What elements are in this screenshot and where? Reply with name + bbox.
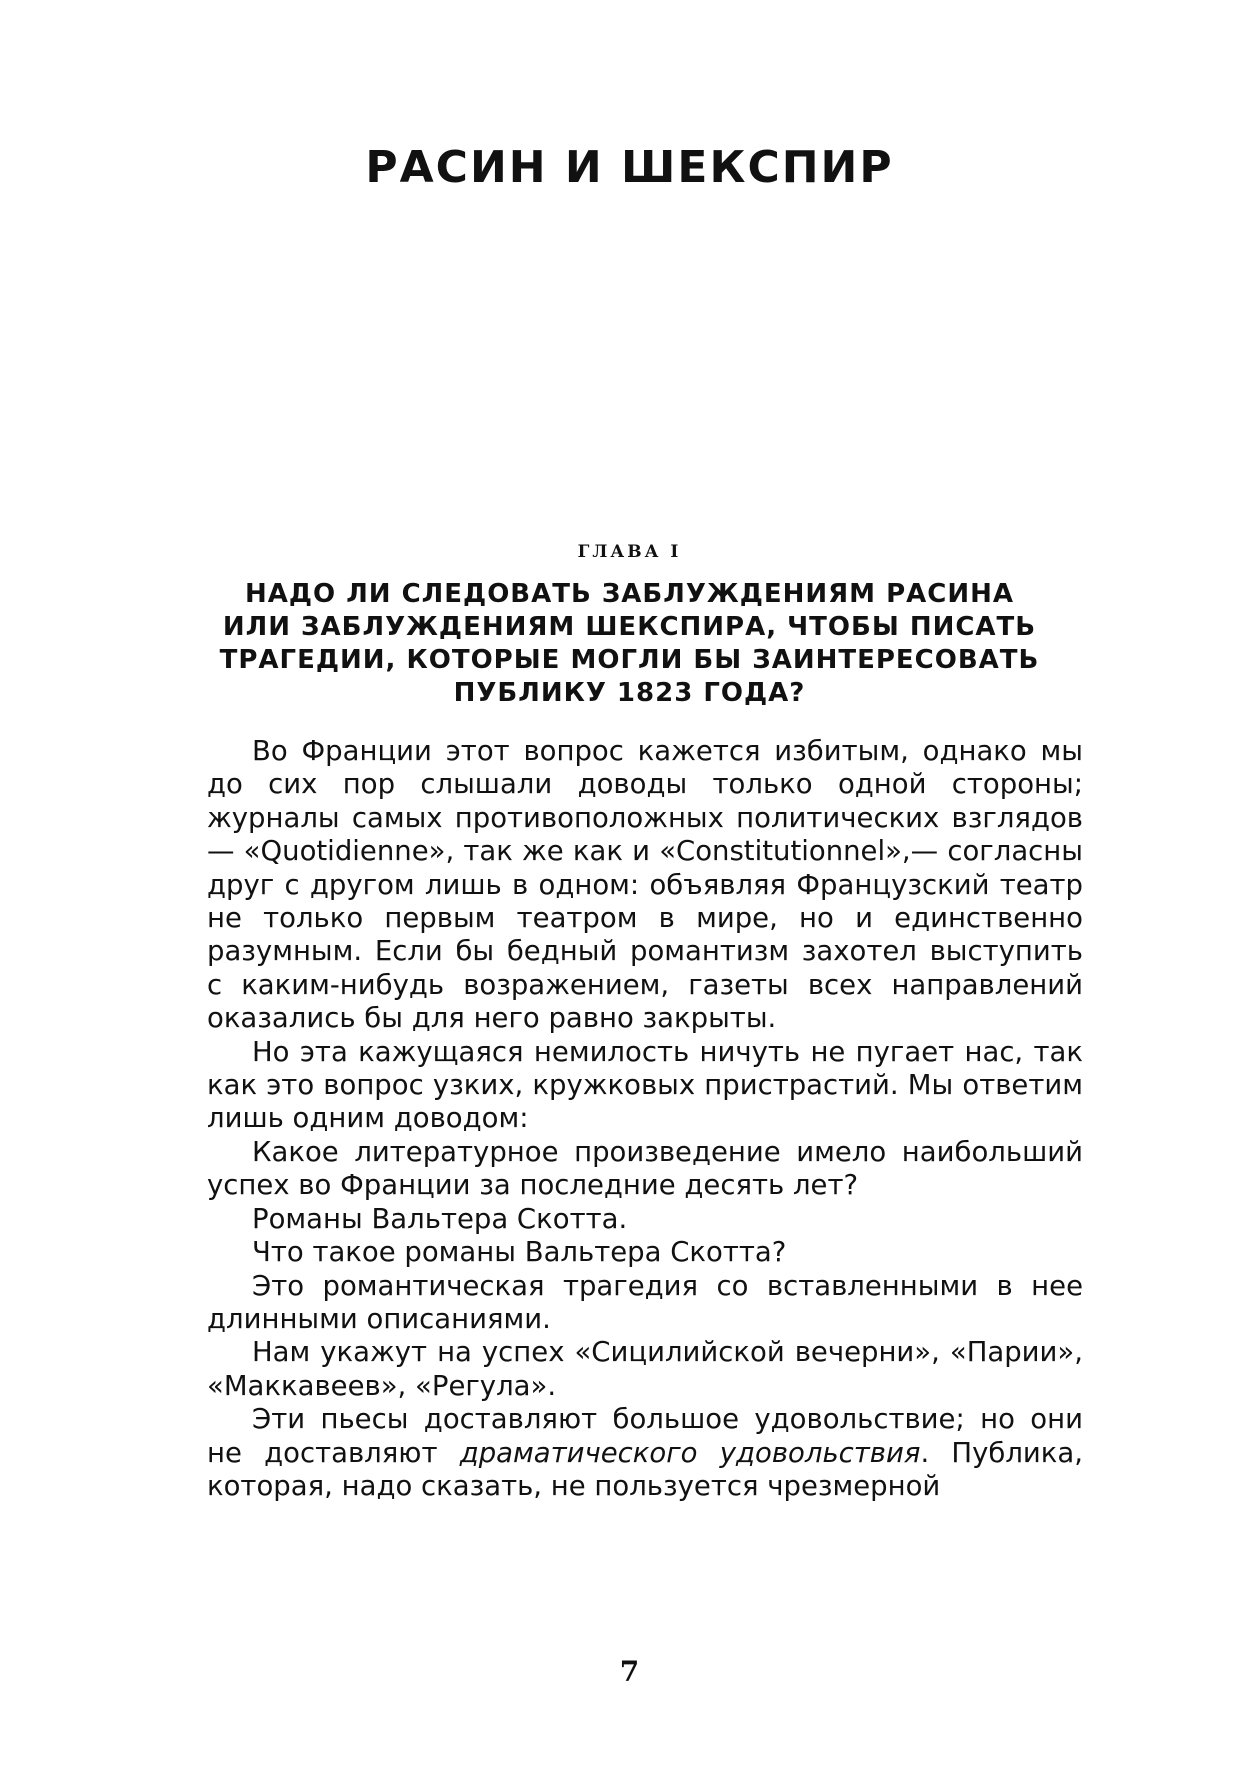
chapter-heading-line: НАДО ЛИ СЛЕДОВАТЬ ЗАБЛУЖДЕНИЯМ РАСИНА (245, 579, 1014, 609)
paragraph: Нам укажут на успех «Сицилийской вечерни», «Парии», «Маккавеев», «Регула». (207, 1336, 1083, 1402)
chapter-label: ГЛАВА I (577, 542, 682, 562)
chapter-heading-line: ПУБЛИКУ 1823 ГОДА? (453, 678, 806, 708)
paragraph-text: Эти пьесы доставляют большое удовольствие; но они не доставляют (207, 1403, 1083, 1469)
chapter-heading-line: ИЛИ ЗАБЛУЖДЕНИЯМ ШЕКСПИРА, ЧТОБЫ ПИСАТЬ (222, 612, 1037, 642)
paragraph-text: . Публика, которая, надо сказать, не пользуется чрезмерной (207, 1436, 1083, 1502)
paragraph: Какое литературное произведение имело наибольший успех во Франции за последние десять лет? (207, 1135, 1083, 1202)
page-number: 7 (619, 1655, 640, 1688)
paragraph: Во Франции этот вопрос кажется избитым, однако мы до сих пор слышали доводы только одной стороны; журналы самых противоположных политических взглядов — «Quotidienne», так же как и «Constitutionnel»,— согласны друг с другом лишь в одном: объявляя Французский театр не только первым театром в мире, но и единственно разумным. Если бы бедный романтизм захотел выступить с каким-нибудь возражением, газеты всех направлений оказались бы для него равно закрыты. (207, 735, 1083, 1035)
emphasis-text: драматического удовольствия (459, 1436, 921, 1469)
body-text (207, 735, 1083, 1503)
book-title: РАСИН И ШЕКСПИР (365, 142, 894, 193)
paragraph (207, 1403, 1083, 1503)
paragraph: Что такое романы Вальтера Скотта? (252, 1236, 787, 1269)
chapter-heading-line: ТРАГЕДИИ, КОТОРЫЕ МОГЛИ БЫ ЗАИНТЕРЕСОВАТЬ (219, 645, 1040, 675)
chapter-heading (200, 578, 1059, 710)
paragraph: Но эта кажущаяся немилость ничуть не пугает нас, так как это вопрос узких, кружковых пристрастий. Мы ответим лишь одним доводом: (207, 1035, 1083, 1135)
paragraph: Это романтическая трагедия со вставленными в нее длинными описаниями. (207, 1269, 1083, 1335)
paragraph: Романы Вальтера Скотта. (252, 1202, 628, 1235)
